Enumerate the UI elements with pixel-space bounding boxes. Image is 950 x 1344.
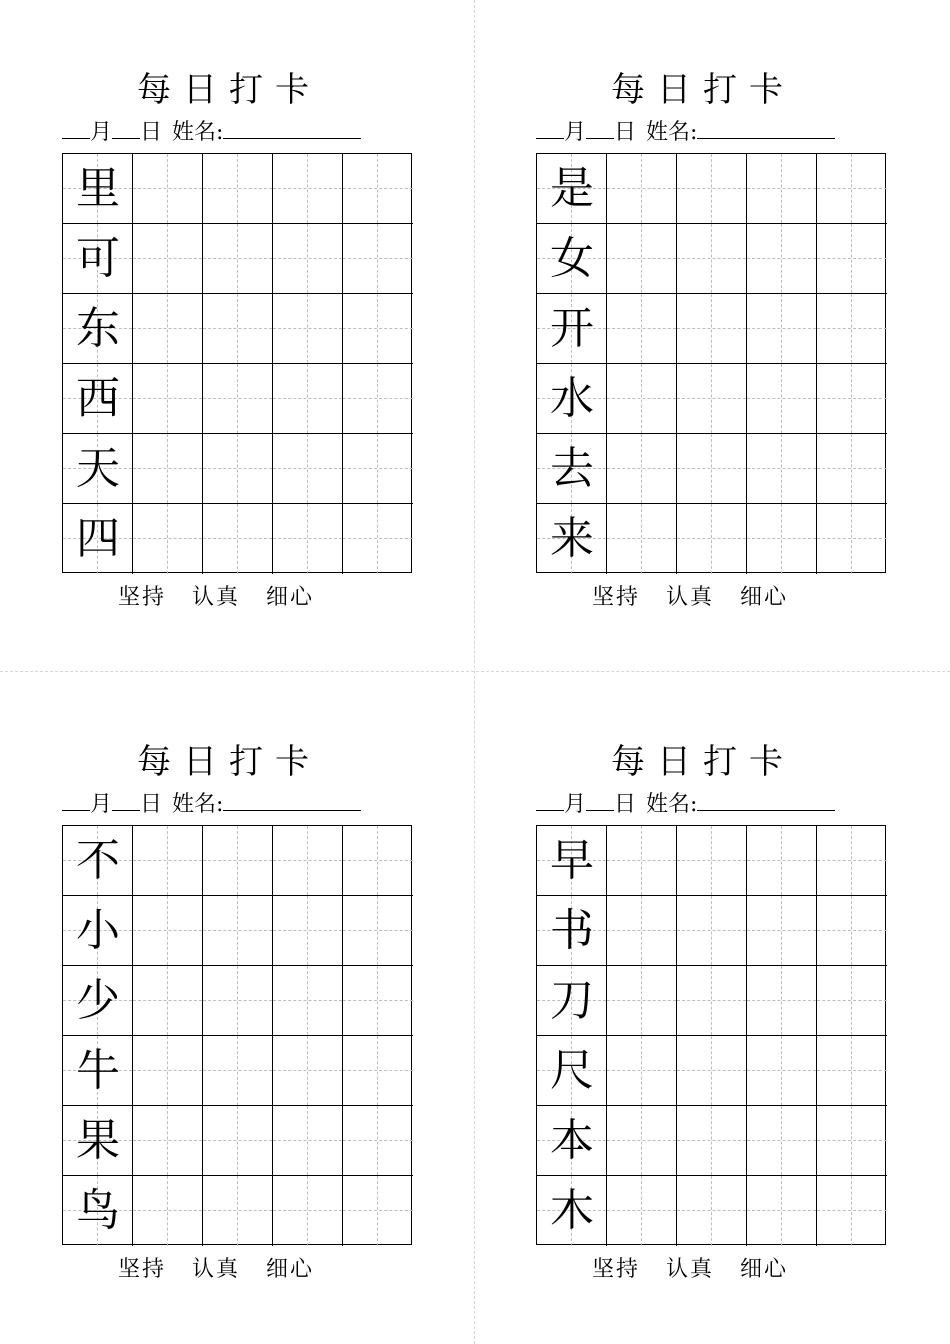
month-label: 月 xyxy=(564,120,587,145)
model-character: 刀 xyxy=(550,975,594,1026)
model-character-cell xyxy=(537,504,607,574)
card-footer-motto xyxy=(592,1255,872,1285)
practice-cell[interactable] xyxy=(747,294,817,364)
practice-cell[interactable] xyxy=(273,364,343,434)
card-title: 每日打卡 xyxy=(137,70,321,110)
checkin-card xyxy=(522,0,872,610)
practice-cell[interactable] xyxy=(607,294,677,364)
practice-cell[interactable] xyxy=(133,1106,203,1176)
model-character-cell xyxy=(63,224,133,294)
practice-cell[interactable] xyxy=(133,434,203,504)
practice-cell[interactable] xyxy=(747,364,817,434)
practice-cell[interactable] xyxy=(677,294,747,364)
practice-cell[interactable] xyxy=(273,1176,343,1246)
practice-cell[interactable] xyxy=(817,826,887,896)
practice-cell[interactable] xyxy=(817,224,887,294)
month-blank[interactable] xyxy=(536,114,564,139)
practice-cell[interactable] xyxy=(273,294,343,364)
practice-cell[interactable] xyxy=(203,826,273,896)
checkin-card xyxy=(48,672,398,1282)
day-blank[interactable] xyxy=(112,786,140,811)
motto-word: 细心 xyxy=(266,1257,315,1282)
month-label: 月 xyxy=(564,792,587,817)
model-character-cell xyxy=(537,364,607,434)
model-character-cell xyxy=(63,364,133,434)
practice-cell[interactable] xyxy=(203,1036,273,1106)
model-character-cell xyxy=(537,434,607,504)
model-character-cell xyxy=(537,154,607,224)
practice-cell[interactable] xyxy=(817,1036,887,1106)
practice-cell[interactable] xyxy=(273,504,343,574)
card-footer-motto xyxy=(118,583,398,613)
practice-cell[interactable] xyxy=(203,294,273,364)
model-character-cell xyxy=(63,1036,133,1106)
practice-cell[interactable] xyxy=(343,364,413,434)
practice-cell[interactable] xyxy=(343,1106,413,1176)
model-character: 少 xyxy=(76,975,120,1026)
date-name-line xyxy=(536,786,872,816)
name-label: 姓名: xyxy=(172,792,224,817)
model-character-cell xyxy=(63,504,133,574)
practice-cell[interactable] xyxy=(677,1106,747,1176)
practice-cell[interactable] xyxy=(203,504,273,574)
practice-cell[interactable] xyxy=(343,224,413,294)
practice-cell[interactable] xyxy=(817,434,887,504)
model-character-cell xyxy=(63,896,133,966)
date-name-line xyxy=(536,114,872,144)
practice-grid xyxy=(62,825,412,1245)
practice-cell[interactable] xyxy=(343,1176,413,1246)
model-character: 四 xyxy=(76,513,120,564)
practice-cell[interactable] xyxy=(133,364,203,434)
practice-cell[interactable] xyxy=(677,154,747,224)
model-character: 去 xyxy=(550,443,594,494)
practice-cell[interactable] xyxy=(607,966,677,1036)
checkin-card xyxy=(522,672,872,1282)
practice-cell[interactable] xyxy=(677,504,747,574)
model-character: 可 xyxy=(76,233,120,284)
practice-cell[interactable] xyxy=(203,364,273,434)
model-character-cell xyxy=(63,1106,133,1176)
practice-cell[interactable] xyxy=(747,154,817,224)
model-character: 开 xyxy=(550,303,594,354)
practice-cell[interactable] xyxy=(677,826,747,896)
practice-cell[interactable] xyxy=(607,896,677,966)
practice-cell[interactable] xyxy=(817,364,887,434)
name-blank[interactable] xyxy=(697,786,835,811)
practice-cell[interactable] xyxy=(203,966,273,1036)
practice-cell[interactable] xyxy=(273,966,343,1036)
model-character-cell xyxy=(63,1176,133,1246)
practice-cell[interactable] xyxy=(133,224,203,294)
practice-cell[interactable] xyxy=(817,1176,887,1246)
practice-cell[interactable] xyxy=(273,154,343,224)
day-label: 日 xyxy=(140,120,163,145)
model-character-cell xyxy=(63,826,133,896)
practice-cell[interactable] xyxy=(273,224,343,294)
model-character-cell xyxy=(63,154,133,224)
practice-cell[interactable] xyxy=(133,154,203,224)
practice-cell[interactable] xyxy=(203,896,273,966)
practice-cell[interactable] xyxy=(607,1176,677,1246)
practice-cell[interactable] xyxy=(817,896,887,966)
month-label: 月 xyxy=(90,792,113,817)
practice-cell[interactable] xyxy=(817,966,887,1036)
month-label: 月 xyxy=(90,120,113,145)
practice-cell[interactable] xyxy=(203,434,273,504)
practice-cell[interactable] xyxy=(677,224,747,294)
practice-cell[interactable] xyxy=(133,826,203,896)
practice-cell[interactable] xyxy=(273,1036,343,1106)
model-character-cell xyxy=(537,896,607,966)
model-character-cell xyxy=(63,966,133,1036)
day-label: 日 xyxy=(614,120,637,145)
practice-cell[interactable] xyxy=(677,434,747,504)
practice-cell[interactable] xyxy=(133,1176,203,1246)
motto-word: 认真 xyxy=(192,1257,241,1282)
motto-word: 坚持 xyxy=(118,1257,167,1282)
month-blank[interactable] xyxy=(536,786,564,811)
practice-cell[interactable] xyxy=(273,896,343,966)
practice-cell[interactable] xyxy=(747,1036,817,1106)
model-character: 木 xyxy=(550,1185,594,1236)
date-name-line xyxy=(62,786,398,816)
practice-cell[interactable] xyxy=(203,1176,273,1246)
practice-cell[interactable] xyxy=(133,294,203,364)
model-character: 天 xyxy=(76,443,120,494)
day-label: 日 xyxy=(614,792,637,817)
day-label: 日 xyxy=(140,792,163,817)
model-character: 水 xyxy=(550,373,594,424)
motto-word: 细心 xyxy=(740,1257,789,1282)
practice-cell[interactable] xyxy=(607,154,677,224)
practice-cell[interactable] xyxy=(817,504,887,574)
model-character: 女 xyxy=(550,233,594,284)
practice-cell[interactable] xyxy=(203,224,273,294)
practice-cell[interactable] xyxy=(817,1106,887,1176)
practice-cell[interactable] xyxy=(607,1106,677,1176)
practice-cell[interactable] xyxy=(747,826,817,896)
practice-cell[interactable] xyxy=(677,1176,747,1246)
card-title: 每日打卡 xyxy=(611,70,795,110)
motto-word: 坚持 xyxy=(592,1257,641,1282)
practice-cell[interactable] xyxy=(607,224,677,294)
practice-cell[interactable] xyxy=(343,504,413,574)
month-blank[interactable] xyxy=(62,786,90,811)
model-character: 书 xyxy=(550,905,594,956)
day-blank[interactable] xyxy=(586,114,614,139)
practice-cell[interactable] xyxy=(133,1036,203,1106)
practice-cell[interactable] xyxy=(747,966,817,1036)
practice-cell[interactable] xyxy=(747,504,817,574)
practice-cell[interactable] xyxy=(343,154,413,224)
motto-word: 坚持 xyxy=(118,585,167,610)
practice-cell[interactable] xyxy=(273,826,343,896)
card-footer-motto xyxy=(118,1255,398,1285)
checkin-card xyxy=(48,0,398,610)
model-character-cell xyxy=(537,1176,607,1246)
practice-cell[interactable] xyxy=(133,966,203,1036)
practice-cell[interactable] xyxy=(203,1106,273,1176)
motto-word: 坚持 xyxy=(592,585,641,610)
model-character-cell xyxy=(537,1036,607,1106)
practice-cell[interactable] xyxy=(607,364,677,434)
practice-cell[interactable] xyxy=(343,966,413,1036)
name-label: 姓名: xyxy=(646,792,698,817)
practice-cell[interactable] xyxy=(343,1036,413,1106)
practice-cell[interactable] xyxy=(747,1106,817,1176)
model-character: 是 xyxy=(550,163,594,214)
practice-grid xyxy=(536,825,886,1245)
model-character: 小 xyxy=(76,905,120,956)
model-character: 早 xyxy=(550,835,594,886)
practice-grid xyxy=(62,153,412,573)
model-character-cell xyxy=(63,294,133,364)
practice-cell[interactable] xyxy=(343,826,413,896)
practice-cell[interactable] xyxy=(203,154,273,224)
practice-cell[interactable] xyxy=(747,1176,817,1246)
practice-cell[interactable] xyxy=(273,1106,343,1176)
practice-cell[interactable] xyxy=(343,896,413,966)
model-character: 东 xyxy=(76,303,120,354)
practice-grid xyxy=(536,153,886,573)
practice-cell[interactable] xyxy=(817,294,887,364)
name-blank[interactable] xyxy=(223,786,361,811)
model-character-cell xyxy=(537,1106,607,1176)
card-title: 每日打卡 xyxy=(611,742,795,782)
name-blank[interactable] xyxy=(697,114,835,139)
model-character: 牛 xyxy=(76,1045,120,1096)
practice-cell[interactable] xyxy=(607,504,677,574)
motto-word: 细心 xyxy=(740,585,789,610)
practice-cell[interactable] xyxy=(133,504,203,574)
model-character: 不 xyxy=(76,835,120,886)
name-label: 姓名: xyxy=(172,120,224,145)
practice-cell[interactable] xyxy=(133,896,203,966)
practice-cell[interactable] xyxy=(607,826,677,896)
model-character-cell xyxy=(537,826,607,896)
model-character: 尺 xyxy=(550,1045,594,1096)
model-character-cell xyxy=(537,224,607,294)
motto-word: 认真 xyxy=(666,1257,715,1282)
practice-cell[interactable] xyxy=(747,896,817,966)
practice-cell[interactable] xyxy=(343,294,413,364)
model-character-cell xyxy=(63,434,133,504)
model-character: 鸟 xyxy=(76,1185,120,1236)
model-character: 里 xyxy=(76,163,120,214)
name-label: 姓名: xyxy=(646,120,698,145)
vertical-cut-line xyxy=(474,0,475,1344)
model-character: 来 xyxy=(550,513,594,564)
practice-cell[interactable] xyxy=(273,434,343,504)
card-title: 每日打卡 xyxy=(137,742,321,782)
practice-cell[interactable] xyxy=(677,364,747,434)
model-character: 本 xyxy=(550,1115,594,1166)
card-footer-motto xyxy=(592,583,872,613)
model-character-cell xyxy=(537,966,607,1036)
model-character-cell xyxy=(537,294,607,364)
month-blank[interactable] xyxy=(62,114,90,139)
practice-cell[interactable] xyxy=(607,434,677,504)
practice-cell[interactable] xyxy=(817,154,887,224)
practice-cell[interactable] xyxy=(607,1036,677,1106)
motto-word: 认真 xyxy=(666,585,715,610)
motto-word: 细心 xyxy=(266,585,315,610)
day-blank[interactable] xyxy=(112,114,140,139)
practice-cell[interactable] xyxy=(677,896,747,966)
practice-cell[interactable] xyxy=(677,1036,747,1106)
motto-word: 认真 xyxy=(192,585,241,610)
practice-cell[interactable] xyxy=(343,434,413,504)
date-name-line xyxy=(62,114,398,144)
practice-cell[interactable] xyxy=(747,434,817,504)
practice-cell[interactable] xyxy=(747,224,817,294)
model-character: 西 xyxy=(76,373,120,424)
practice-cell[interactable] xyxy=(677,966,747,1036)
model-character: 果 xyxy=(76,1115,120,1166)
day-blank[interactable] xyxy=(586,786,614,811)
name-blank[interactable] xyxy=(223,114,361,139)
